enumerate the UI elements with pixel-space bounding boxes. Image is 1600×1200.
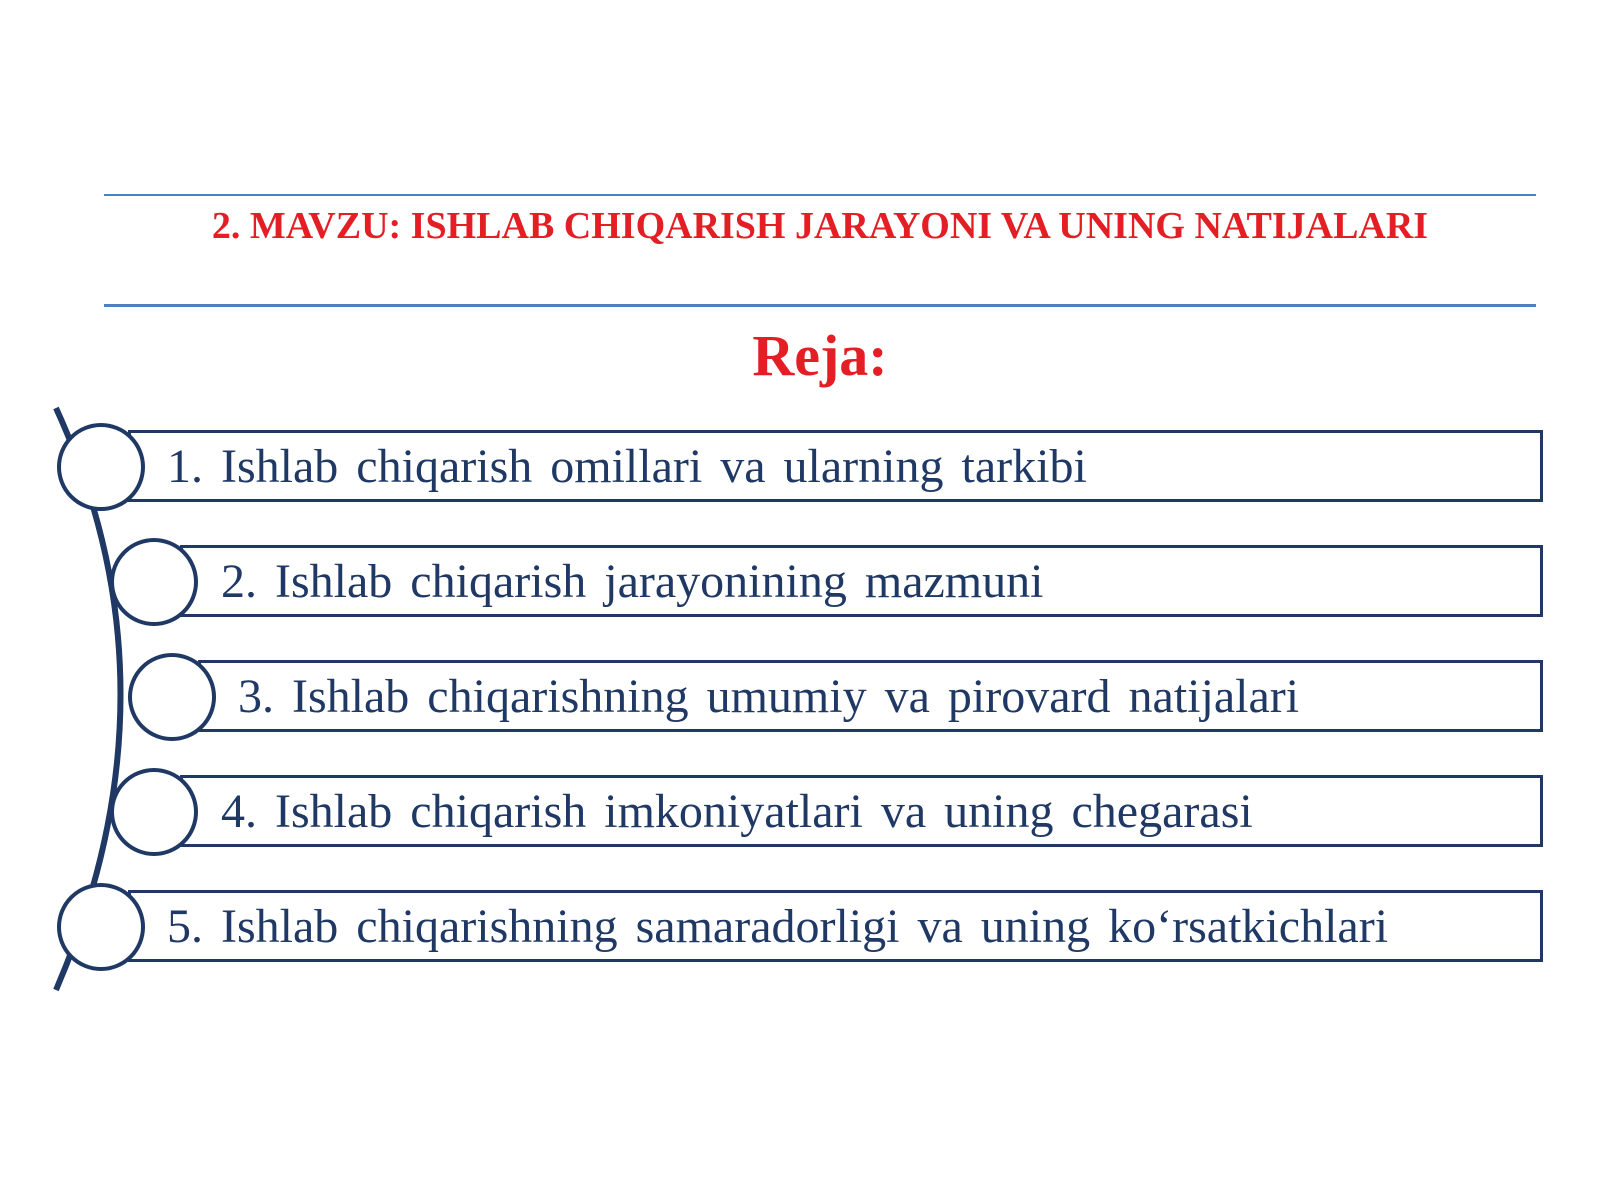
plan-item-label: 3. Ishlab chiqarishning umumiy va pirovard natijalari bbox=[238, 669, 1300, 723]
plan-item-label: 1. Ishlab chiqarish omillari va ularning tarkibi bbox=[167, 439, 1087, 493]
plan-item-label: 4. Ishlab chiqarish imkoniyatlari va uning chegarasi bbox=[221, 784, 1253, 838]
bullet-circle-1 bbox=[57, 423, 145, 511]
bullet-circle-3 bbox=[128, 653, 216, 741]
plan-item-2 bbox=[180, 545, 1543, 617]
bullet-circle-4 bbox=[110, 768, 198, 856]
bullet-circle-5 bbox=[57, 883, 145, 971]
plan-item-4 bbox=[180, 775, 1543, 847]
slide-title: 2. MAVZU: ISHLAB CHIQARISH JARAYONI VA UNING NATIJALARI bbox=[211, 205, 1429, 247]
bullet-circle-2 bbox=[110, 538, 198, 626]
plan-item-label: 2. Ishlab chiqarish jarayonining mazmuni bbox=[221, 554, 1044, 608]
bottom-divider bbox=[104, 304, 1536, 307]
plan-item-1 bbox=[128, 430, 1543, 502]
plan-item-5 bbox=[128, 890, 1543, 962]
plan-item-3 bbox=[198, 660, 1543, 732]
plan-heading: Reja: bbox=[752, 323, 888, 388]
top-divider bbox=[104, 194, 1536, 196]
plan-item-label: 5. Ishlab chiqarishning samaradorligi va uning ko‘rsatkichlari bbox=[167, 899, 1389, 953]
